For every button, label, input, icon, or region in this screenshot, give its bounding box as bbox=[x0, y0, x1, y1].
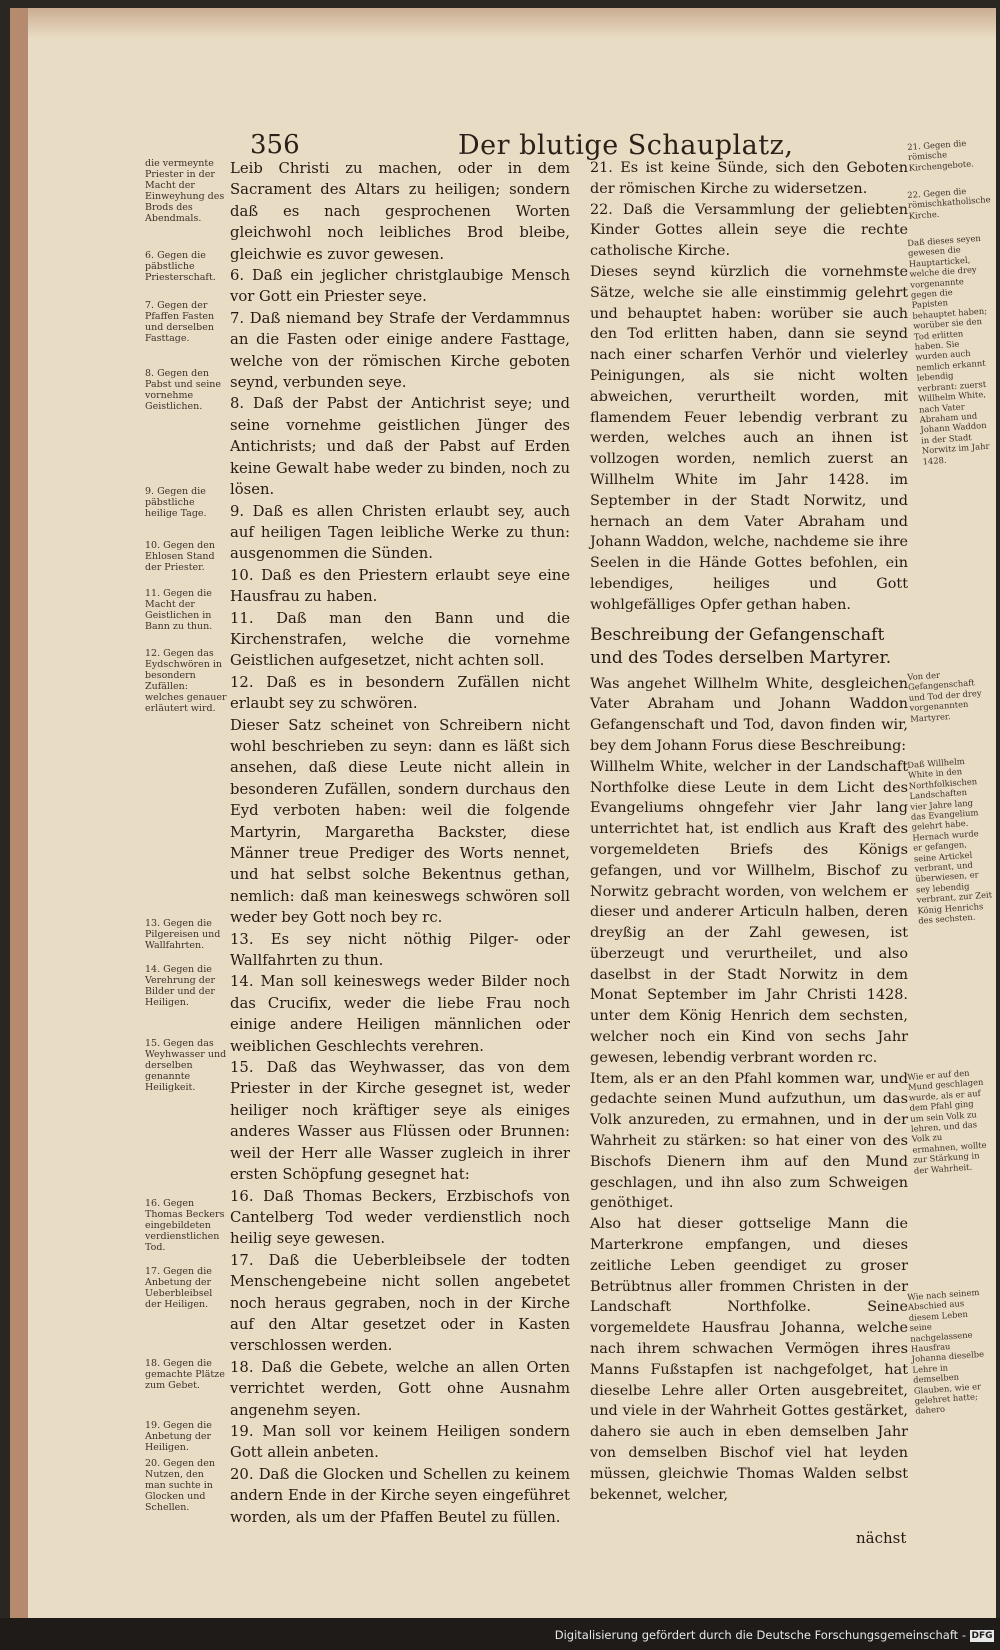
article-paragraph: 17. Daß die Ueberbleibsele der todten Menschengebeine nicht sollen angebetet noch heraus gegraben, noch in der Kirche auf den Altar gesetzet oder in Kasten verschlossen werden. bbox=[230, 1251, 570, 1355]
margin-note: 8. Gegen den Pabst und seine vornehme Geistlichen. bbox=[145, 368, 222, 412]
margin-note: 21. Gegen die römische Kirchengebote. bbox=[907, 137, 975, 173]
margin-note: 15. Gegen das Weyhwasser und derselben genannte Heiligkeit. bbox=[145, 1038, 227, 1093]
article-paragraph: 12. Daß es in besondern Zufällen nicht erlaubt sey zu schwören. bbox=[230, 673, 570, 713]
article-paragraph: Leib Christi zu machen, oder in dem Sacrament des Altars zu heiligen; sondern daß es nach gesprochenen Worten gleichwohl noch leibliches Brod bleibe, gleichwie es zuvor gewesen. bbox=[230, 160, 570, 263]
margin-note: 10. Gegen den Ehlosen Stand der Priester. bbox=[145, 540, 216, 573]
article-paragraph: 16. Daß Thomas Beckers, Erzbischofs von Cantelberg Tod weder verdienstlich noch heilig seye gewesen. bbox=[230, 1187, 570, 1248]
margin-note: Daß dieses seyen gewesen die Hauptartickel, welche die drey vorgenannte gegen die Papisten behauptet haben; worüber sie den Tod erlitten haben. Sie wurden auch nemlich erkannt lebendig verbrant: zuerst Willhelm White, nach Vater Abraham und Johann Waddon in der Stadt Norwitz im Jahr 1428. bbox=[907, 232, 990, 466]
margin-note: 9. Gegen die päbstliche heilige Tage. bbox=[145, 486, 207, 519]
margin-note: Wie er auf den Mund geschlagen wurde, als er auf dem Pfahl ging um sein Volk zu lehren, und das Volk zu ermahnen, wollte zur Stärkung in der Wahrheit. bbox=[907, 1067, 987, 1176]
article-paragraph: 18. Daß die Gebete, welche an allen Orten verrichtet werden, Gott ohne Ausnahm angenehm seyen. bbox=[230, 1358, 570, 1419]
right-marginalia bbox=[907, 137, 993, 1417]
margin-note: 20. Gegen den Nutzen, den man suchte in Glocken und Schellen. bbox=[145, 1458, 216, 1513]
margin-note: die vermeynte Priester in der Macht der Einweyhung des Brods des Abendmals. bbox=[145, 158, 225, 224]
article-paragraph: 8. Daß der Pabst der Antichrist seye; und seine vornehme geistlichen Jünger des Antichrists; und daß der Pabst auf Erden keine Gewalt habe weder zu binden, noch zu lösen. bbox=[230, 395, 570, 499]
body-paragraph: Was angehet Willhelm White, desgleichen Vater Abraham und Johann Waddon Gefangenschaft und Tod, davon finden wir, bey dem Johann Forus diese Beschreibung: bbox=[590, 675, 908, 754]
article-paragraph: 14. Man soll keineswegs weder Bilder noch das Crucifix, weder die liebe Frau noch einige andere Heiligen männlichen oder weiblichen Geschlechts verehren. bbox=[230, 973, 570, 1055]
page-number: 356 bbox=[250, 130, 300, 160]
article-paragraph: 22. Daß die Versammlung der geliebten Kinder Gottes allein seye die rechte catholische Kirche. bbox=[590, 201, 908, 260]
margin-note: 6. Gegen die päbstliche Priesterschaft. bbox=[145, 250, 216, 283]
article-paragraph: 7. Daß niemand bey Strafe der Verdammnus an die Fasten oder einige andere Fasttage, welche von der römischen Kirche geboten seynd, verbunden seye. bbox=[230, 309, 570, 392]
margin-note: 7. Gegen der Pfaffen Fasten und derselben Fasttage. bbox=[145, 300, 215, 344]
section-heading: Beschreibung der Gefangenschaft und des Todes derselben Martyrer. bbox=[590, 624, 892, 668]
margin-note: 17. Gegen die Anbetung der Ueberbleibsel der Heiligen. bbox=[145, 1266, 213, 1310]
article-paragraph: 13. Es sey nicht nöthig Pilger- oder Wallfahrten zu thun. bbox=[230, 930, 570, 970]
catchword: nächst bbox=[856, 1529, 907, 1547]
body-paragraph: Dieses seynd kürzlich die vornehmste Sätze, welche sie alle einstimmig gelehrt und behauptet haben: worüber sie auch den Tod erlitten haben, dann sie seynd nach einer scharfen Verhör und vielerley Peinigungen, als sie nicht wolten abweichen, verurtheilt worden, mit flamendem Feuer lebendig verbrant zu werden, welches auch an ihnen ist vollzogen worden, nemlich zuerst an Willhelm White im Jahr 1428. im September in der Stadt Norwitz, und hernach an dem Vater Abraham und Johann Waddon, welche, nachdeme sie ihre Seelen in die Hände Gottes befohlen, ein lebendiges, heiliges und Gott wohlgefälliges Opfer gethan haben. bbox=[590, 263, 908, 613]
article-paragraph: 9. Daß es allen Christen erlaubt sey, auch auf heiligen Tagen leibliche Werke zu thun: ausgenommen die Sünden. bbox=[230, 502, 570, 563]
commentary-paragraph: Dieser Satz scheinet von Schreibern nicht wohl beschrieben zu seyn: dann es läßt sich ansehen, daß diese Leute nicht allein in besonderen Zufällen, sondern durchaus den Eyd verboten haben: weil die folgende Martyrin, Margaretha Backster, diese Männer treue Prediger des Worts nennet, und hat selbst solche Bekentnus gethan, nemlich: daß man keineswegs schwören soll weder bey Gott noch bey rc. bbox=[230, 716, 570, 927]
right-column bbox=[590, 158, 908, 1505]
footer-bar bbox=[0, 1618, 1000, 1650]
article-paragraph: 11. Daß man den Bann und die Kirchenstrafen, welche die vornehme Geistlichen aufgesetzet, nicht achten soll. bbox=[230, 609, 570, 670]
article-paragraph: 20. Daß die Glocken und Schellen zu keinem andern Ende in der Kirche seyen eingeführet worden, als um der Pfaffen Beutel zu füllen. bbox=[230, 1465, 570, 1526]
article-paragraph: 21. Es ist keine Sünde, sich den Geboten der römischen Kirche zu widersetzen. bbox=[590, 160, 908, 197]
margin-note: Von der Gefangenschaft und Tod der drey vorgenannten Martyrer. bbox=[907, 669, 982, 724]
margin-note: 11. Gegen die Macht der Geistlichen in Bann zu thun. bbox=[145, 588, 213, 632]
body-paragraph: Willhelm White, welcher in der Landschaft Northfolke diese Leute in dem Licht des Evangeliums ohngefehr vier Jahr lang unterrichtet hat, ist endlich aus Kraft des vorgemeldeten Briefs des Königs gefangen, und vor Willhelm, Bischof zu Norwitz gebracht worden, von welchem er dieser und anderer Articuln halben, deren dreyßig an der Zahl gewesen, ist überzeugt und verurtheilet, und also daselbst in der Stadt Norwitz in dem Monat September im Jahr Christi 1428. unter dem König Henrich dem sechsten, welcher noch ein Kind von sechs Jahr gewesen, lebendig verbrant worden rc. bbox=[590, 758, 908, 1066]
running-title: Der blutige Schauplatz, bbox=[458, 130, 794, 161]
article-paragraph: 6. Daß ein jeglicher christglaubige Mensch vor Gott ein Priester seye. bbox=[230, 267, 570, 306]
article-paragraph: 19. Man soll vor keinem Heiligen sondern Gott allein anbeten. bbox=[230, 1422, 570, 1462]
body-paragraph: Item, als er an den Pfahl kommen war, und gedachte seinen Mund aufzuthun, um das Volk anzureden, zu ermahnen, und in der Wahrheit zu stärken: so hat einer von des Bischofs Dienern ihm auf den Mund geschlagen, und ihn also zum Schweigen genöthiget. bbox=[590, 1070, 908, 1212]
margin-note: 18. Gegen die gemachte Plätze zum Gebet. bbox=[145, 1358, 225, 1391]
margin-note: Wie nach seinem Abschied aus diesem Leben seine nachgelassene Hausfrau Johanna dieselbe Lehre in demselben Glauben, wie er gelehret hatte; dahero bbox=[907, 1286, 985, 1417]
margin-note: Daß Willhelm White in den Northfolkischen Landschaften vier Jahre lang das Evangelium gelehrt habe. Hernach wurde er gefangen, seine Artickel verbrant, und überwiesen, er sey lebendig verbrant, zur Zeit König Henrichs des sechsten. bbox=[907, 755, 993, 926]
dfg-logo: DFG bbox=[971, 1631, 993, 1641]
margin-note: 16. Gegen Thomas Beckers eingebildeten verdienstlichen Tod. bbox=[145, 1198, 225, 1253]
left-marginalia bbox=[145, 158, 227, 1548]
digitization-credit: Digitalisierung gefördert durch die Deutsche Forschungsgemeinschaft - bbox=[554, 1628, 966, 1642]
margin-note: 19. Gegen die Anbetung der Heiligen. bbox=[145, 1420, 212, 1453]
margin-note: 13. Gegen die Pilgereisen und Wallfahrten. bbox=[145, 918, 221, 951]
article-paragraph: 15. Daß das Weyhwasser, das von dem Priester in der Kirche gesegnet ist, weder heiliger noch kräftiger seye als einiges anderes Wasser aus Flüssen oder Brunnen: weil der Herr alle Wasser zugleich in ihrer ersten Schöpfung gesegnet hat: bbox=[230, 1059, 570, 1184]
article-paragraph: 10. Daß es den Priestern erlaubt seye eine Hausfrau zu haben. bbox=[230, 566, 570, 606]
left-column bbox=[230, 158, 570, 1528]
margin-note: 22. Gegen die römischkatholische Kirche. bbox=[907, 185, 991, 221]
margin-note: 14. Gegen die Verehrung der Bilder und der Heiligen. bbox=[145, 964, 216, 1008]
body-paragraph: Also hat dieser gottselige Mann die Marterkrone empfangen, und dieses zeitliche Leben geendiget zu groser Betrübtnus aller frommen Christen in der Landschaft Northfolke. Seine vorgemeldete Hausfrau Johanna, welche nach ihrem schwachen Vermögen ihres Manns Fußstapfen ist nachgefolget, hat dieselbe Lehre aller Orten ausgebreitet, und viele in der Wahrheit Gottes gestärket, dahero sie auch in eben demselben Jahr von demselben Bischof viel hat leyden müssen, gleichwie Thomas Walden selbst bekennet, welcher, bbox=[590, 1216, 908, 1503]
margin-note: 12. Gegen das Eydschwören in besondern Zufällen: welches genauer erläutert wird. bbox=[145, 648, 227, 714]
